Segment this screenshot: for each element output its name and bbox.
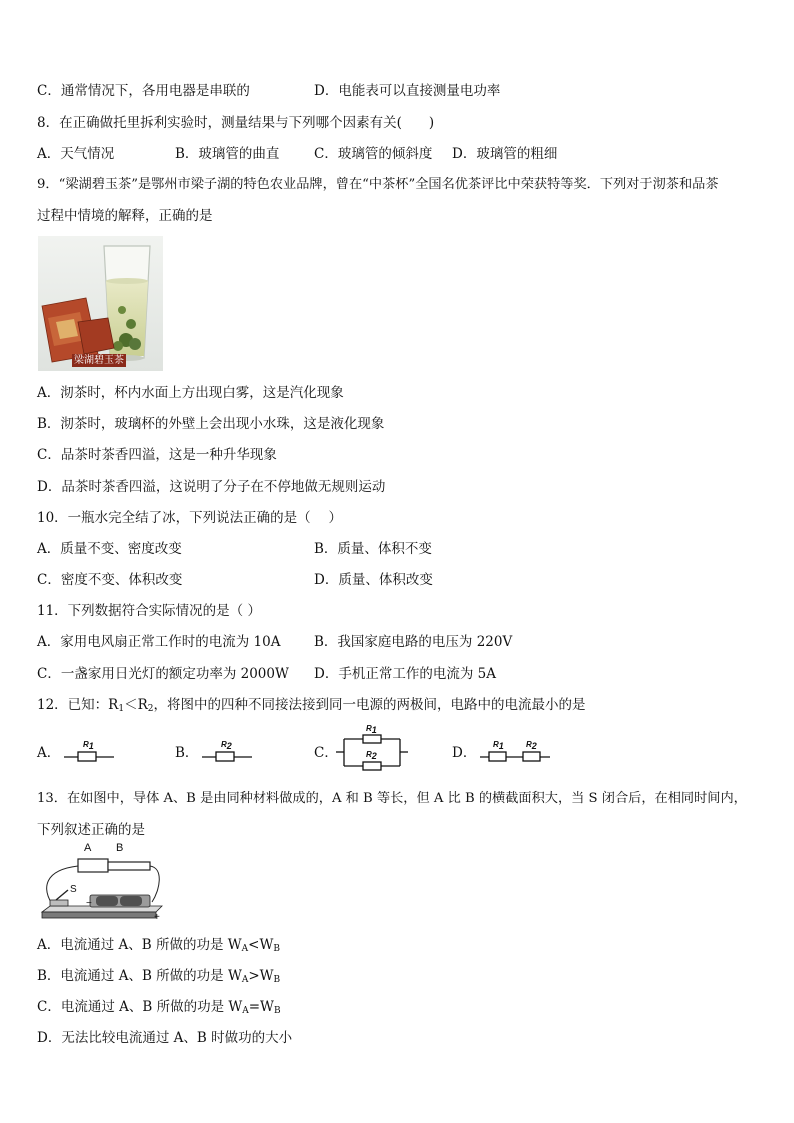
circuit-d-label-r1-sub: 1 <box>498 741 504 751</box>
circuit-b-r2 <box>202 740 252 766</box>
q13-option-b-sub-b: B <box>273 975 281 985</box>
q13-option-b-sub-a: A <box>241 975 249 985</box>
q8-option-d: D．玻璃管的粗细 <box>452 146 558 162</box>
q12-sub1: 1 <box>118 704 125 714</box>
q9-option-a: A．沏茶时，杯内水面上方出现白雾，这是汽化现象 <box>37 385 344 401</box>
q12-stem <box>37 696 585 718</box>
q11-option-c: C．一盏家用日光灯的额定功率为 2000W <box>37 666 289 682</box>
q10-option-a: A．质量不变、密度改变 <box>37 541 182 557</box>
q13-option-a-rel: <W <box>248 937 274 953</box>
q13-option-a <box>37 936 280 958</box>
q13-stem-line1: 13．在如图中，导体 A、B 是由同种材料做成的，A 和 B 等长，但 A 比 B 的横截面积大，当 S 闭合后，在相同时间内， <box>37 791 747 806</box>
q12-option-c-label: C． <box>314 745 338 761</box>
figure-label-b: B <box>116 842 124 854</box>
circuit-c-label-r2-sub: 2 <box>371 751 377 761</box>
circuit-c-label-r1: R <box>366 724 372 733</box>
q7-option-d: D．电能表可以直接测量电功率 <box>314 83 501 99</box>
q11-option-b: B．我国家庭电路的电压为 220V <box>314 634 513 650</box>
q11-option-d: D．手机正常工作的电流为 5A <box>314 666 496 682</box>
q13-option-b-text: B．电流通过 A、B 所做的功是 W <box>37 968 242 984</box>
circuit-d-label-r2-sub: 2 <box>531 741 537 751</box>
circuit-a-label: R <box>83 740 89 749</box>
q13-option-c-rel: =W <box>248 999 274 1015</box>
q13-option-b-rel: >W <box>248 968 274 984</box>
q13-stem-line2: 下列叙述正确的是 <box>37 822 145 838</box>
tea-photo-caption: 梁湖碧玉茶 <box>74 355 124 366</box>
circuit-b-label-sub: 2 <box>226 741 232 751</box>
q8-stem: 8．在正确做托里拆利实验时，测量结果与下列哪个因素有关( ) <box>37 115 435 131</box>
q10-option-c: C．密度不变、体积改变 <box>37 572 183 588</box>
q13-option-b <box>37 967 280 989</box>
q13-option-c-sub-b: B <box>273 1006 281 1016</box>
figure-minus: − <box>86 898 92 909</box>
q9-stem-line1: 9．“梁湖碧玉茶”是鄂州市梁子湖的特色农业品牌，曾在“中茶杯”全国名优茶评比中荣获特等奖．下列对于沏茶和品茶 <box>37 177 719 192</box>
q13-option-a-text: A．电流通过 A、B 所做的功是 W <box>37 937 242 953</box>
q10-option-b: B．质量、体积不变 <box>314 541 432 557</box>
q12-lt: ＜R <box>124 697 148 713</box>
circuit-d-series <box>480 740 550 766</box>
q10-option-d: D．质量、体积改变 <box>314 572 433 588</box>
q12-option-a-label: A． <box>37 745 61 761</box>
figure-label-s: S <box>70 884 77 895</box>
circuit-c-label-r1-sub: 1 <box>371 725 377 735</box>
q12-option-d-label: D． <box>452 745 477 761</box>
q8-option-b: B．玻璃管的曲直 <box>175 146 280 162</box>
q7-option-c: C．通常情况下，各用电器是串联的 <box>37 83 250 99</box>
q13-option-c-sub-a: A <box>242 1006 249 1016</box>
q11-option-a: A．家用电风扇正常工作时的电流为 10A <box>37 634 281 650</box>
circuit-d-label-r2: R <box>526 740 532 749</box>
q12-option-b-label: B． <box>175 745 199 761</box>
conductor-circuit-figure <box>38 840 168 926</box>
q13-option-d: D．无法比较电流通过 A、B 时做功的大小 <box>37 1030 293 1046</box>
figure-plus: + <box>154 912 160 923</box>
q9-option-d: D．品茶时茶香四溢，这说明了分子在不停地做无规则运动 <box>37 479 386 495</box>
q13-option-a-sub-b: B <box>273 944 280 954</box>
q11-stem: 11．下列数据符合实际情况的是（ ） <box>37 603 261 619</box>
q12-sub2: 2 <box>147 704 154 714</box>
circuit-c-parallel <box>336 724 408 774</box>
q12-stem-post: ，将图中的四种不同接法接到同一电源的两极间，电路中的电流最小的是 <box>153 697 586 713</box>
q9-option-c: C．品茶时茶香四溢，这是一种升华现象 <box>37 447 277 463</box>
tea-photo <box>38 236 163 371</box>
circuit-b-label: R <box>221 740 227 749</box>
q9-stem-line2: 过程中情境的解释，正确的是 <box>37 208 213 224</box>
q9-option-b: B．沏茶时，玻璃杯的外壁上会出现小水珠，这是液化现象 <box>37 416 385 432</box>
q13-option-c-text: C．电流通过 A、B 所做的功是 W <box>37 999 243 1015</box>
q8-option-a: A．天气情况 <box>37 146 115 162</box>
circuit-d-label-r1: R <box>493 740 499 749</box>
q12-stem-pre: 12．已知：R <box>37 697 119 713</box>
circuit-a-r1 <box>64 740 114 766</box>
figure-label-a: A <box>84 842 92 854</box>
q10-stem: 10．一瓶水完全结了冰，下列说法正确的是（ ） <box>37 510 342 526</box>
q8-option-c: C．玻璃管的倾斜度 <box>314 146 433 162</box>
circuit-a-label-sub: 1 <box>88 741 94 751</box>
q13-option-c <box>37 998 281 1020</box>
q13-option-a-sub-a: A <box>241 944 249 954</box>
circuit-c-label-r2: R <box>366 750 372 759</box>
